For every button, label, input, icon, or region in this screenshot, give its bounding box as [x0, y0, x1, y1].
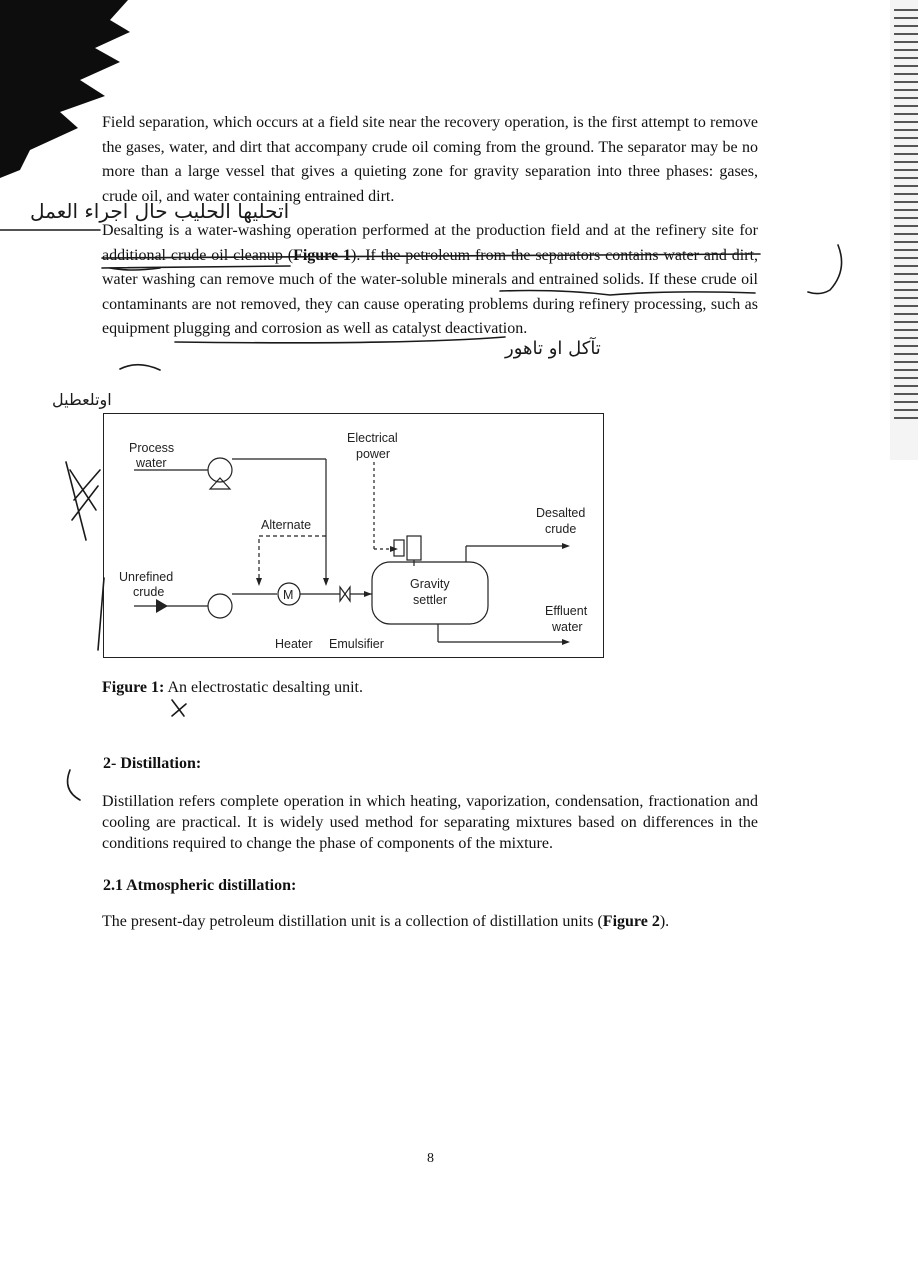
figure-1-caption	[102, 679, 363, 697]
distillation-heading: 2- Distillation:	[103, 755, 202, 772]
label-effluent-water: water	[552, 620, 583, 634]
electrode-icon	[407, 536, 421, 560]
label-unrefined: Unrefined	[119, 570, 174, 584]
bracket-mark	[808, 245, 842, 294]
label-process: Process	[129, 441, 175, 455]
atmospheric-paragraph	[102, 911, 758, 933]
figure-1-reference: Figure 1	[293, 246, 351, 264]
scan-binding-edge	[882, 0, 918, 460]
desalting-diagram-svg	[104, 414, 605, 659]
label-desalted-crude: crude	[545, 522, 577, 536]
label-effluent: Effluent	[545, 604, 588, 618]
label-heater: Heater	[275, 637, 313, 651]
alternate-line	[259, 536, 326, 582]
atmospheric-text-start: The present-day petroleum distillation unit is a collection of distillation units (	[102, 913, 603, 930]
label-desalted: Desalted	[536, 506, 586, 520]
desalting-text-end: ). If the petroleum from the separators contains water and dirt, water washing can remove much of the water-soluble minerals and entrained solids. If these crude oil contaminants are not removed, they can cause operating problems during refinery processing, such as equipment plugging and corrosion as well as catalyst deactivation.	[102, 246, 759, 337]
arabic-margin-note: تآكل او تاهور	[505, 338, 601, 359]
desalting-unit-diagram	[103, 413, 604, 658]
desalting-text-start: Desalting is a water-washing operation performed at the production field and at the refinery site for additional crude oil cleanup (	[102, 222, 758, 264]
atmospheric-text-end: ).	[659, 913, 670, 930]
field-separation-paragraph: Field separation, which occurs at a field site near the recovery operation, is the first attempt to remove the gases, water, and dirt that accompany crude oil coming from the ground. The separator may be no more than a large vessel that gives a quieting zone for gravity separation into three phases: gases, crude oil, and water containing entrained dirt.	[102, 114, 758, 205]
atmospheric-distillation-heading: 2.1 Atmospheric distillation:	[103, 877, 297, 894]
crude-pump-icon	[208, 594, 232, 618]
label-electrical: Electrical	[347, 431, 398, 445]
page-number: 8	[427, 1151, 434, 1166]
label-motor-m: M	[283, 588, 294, 602]
label-gravity: Gravity	[410, 577, 450, 591]
desalting-paragraph	[102, 219, 758, 342]
figure-2-reference: Figure 2	[602, 913, 660, 930]
caption-text: An electrostatic desalting unit.	[164, 679, 363, 696]
arabic-side-note: اوتلعطيل	[52, 390, 112, 409]
arrow-scribble	[172, 700, 186, 716]
label-unrefined-crude: crude	[133, 585, 165, 599]
label-power: power	[356, 447, 391, 461]
scribble-mark	[66, 462, 100, 540]
label-settler: settler	[413, 593, 448, 607]
label-alternate: Alternate	[261, 518, 312, 532]
caption-label: Figure 1:	[102, 679, 165, 696]
emulsifier-valve-icon	[340, 587, 350, 601]
label-emulsifier: Emulsifier	[329, 637, 384, 651]
distillation-paragraph: Distillation refers complete operation in which heating, vaporization, condensation, fractionation and cooling are practical. It is widely used method for separating mixtures based on differences in the conditions required to change the phase of components of the mixture.	[102, 793, 758, 852]
label-process-water: water	[136, 456, 167, 470]
transformer-icon	[394, 540, 404, 556]
arabic-line-annotation: اتحليها الحليب حال اجراء العمل	[30, 199, 290, 223]
